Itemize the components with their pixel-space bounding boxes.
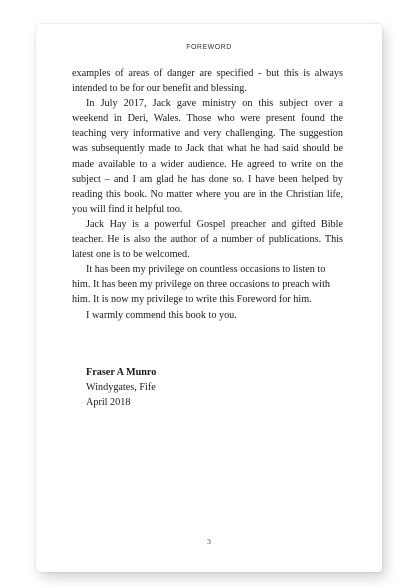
paragraph-privilege: It has been my privilege on countless occasions to listen to him. It has been my privilege on three occasions to preach with him. It is now my privilege to write this Foreword for him.	[72, 264, 331, 306]
body-text	[72, 66, 343, 323]
book-page	[36, 24, 382, 572]
paragraph-ministry: In July 2017, Jack gave ministry on this subject over a weekend in Deri, Wales. Those who were present found the teaching very informative and very challenging. The suggestion was subsequently made to Jack that what he had said should be made available to a wider audience. He agreed to write on the subject – and I am glad he has done so. I have been helped by reading this book. No matter where you are in the Christian life, you will find it helpful too.	[72, 98, 343, 215]
paragraph-commend: I warmly commend this book to you.	[86, 309, 237, 321]
paragraph-continuation: examples of areas of danger are specified - but this is always intended to be for our benefit and blessing.	[72, 68, 343, 95]
paragraph-author: Jack Hay is a powerful Gospel preacher and gifted Bible teacher. He is also the author of a number of publications. This latest one is to be welcomed.	[72, 218, 343, 261]
signature-block	[86, 365, 156, 410]
signature-place: Windygates, Fife	[86, 382, 156, 394]
page-number: 3	[207, 537, 211, 546]
signature-date: April 2018	[86, 397, 131, 409]
running-header: FOREWORD	[186, 44, 232, 51]
signature-name: Fraser A Munro	[86, 367, 157, 378]
